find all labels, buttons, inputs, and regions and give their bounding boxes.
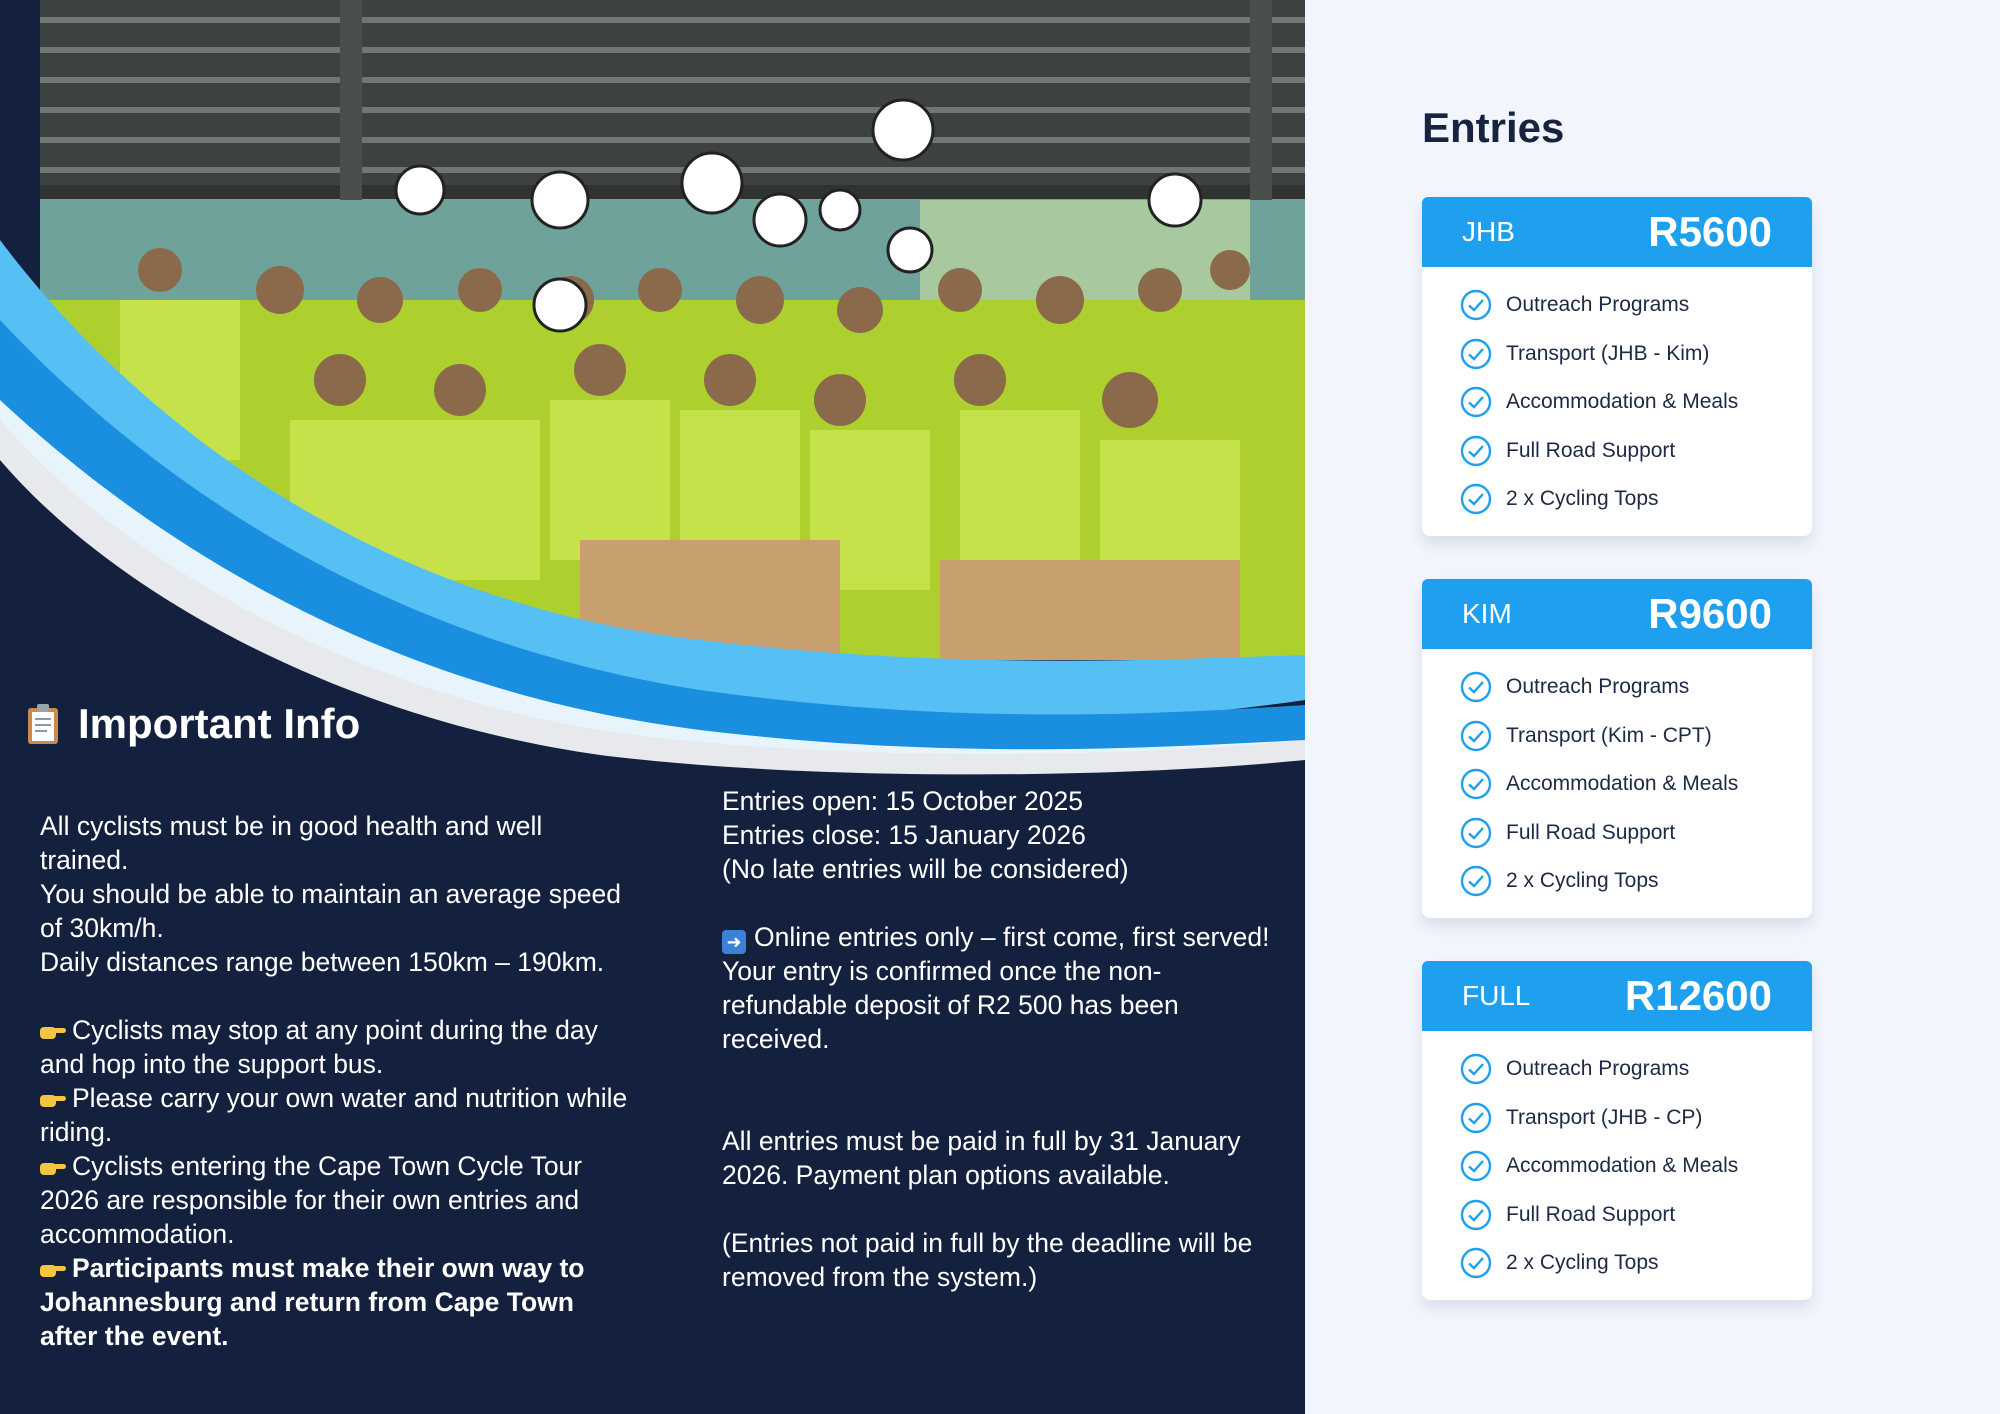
health-text: All cyclists must be in good health and well trained. [40, 811, 543, 875]
check-circle-icon [1460, 1102, 1492, 1134]
entries-close-text: Entries close: 15 January 2026 [722, 820, 1086, 850]
pointing-hand-icon [40, 1260, 66, 1278]
entry-card-kim [1422, 579, 1812, 918]
check-circle-icon [1460, 1199, 1492, 1231]
entry-card-header [1422, 579, 1812, 649]
list-item: 2 x Cycling Tops [1460, 1239, 1812, 1288]
entry-price: R5600 [1648, 208, 1772, 255]
list-item: Cyclists may stop at any point during the day and hop into the support bus. [40, 1015, 598, 1079]
list-item: Accommodation & Meals [1460, 378, 1812, 427]
entry-card-header [1422, 961, 1812, 1031]
important-info-heading [26, 700, 360, 748]
pointing-hand-icon [40, 1022, 66, 1040]
clipboard-icon [26, 703, 60, 745]
check-circle-icon [1460, 817, 1492, 849]
list-item: Full Road Support [1460, 1191, 1812, 1240]
removed-text: (Entries not paid in full by the deadline will be removed from the system.) [722, 1228, 1253, 1292]
check-circle-icon [1460, 1053, 1492, 1085]
info-left-column [40, 809, 630, 1353]
check-circle-icon [1460, 338, 1492, 370]
list-item: Transport (Kim - CPT) [1460, 712, 1812, 761]
entries-title: Entries [1422, 104, 1565, 151]
entry-price: R12600 [1624, 972, 1772, 1019]
list-item: 2 x Cycling Tops [1460, 857, 1812, 906]
entry-price: R9600 [1648, 590, 1772, 637]
distance-text: Daily distances range between 150km – 190km. [40, 947, 605, 977]
check-circle-icon [1460, 768, 1492, 800]
entry-location: JHB [1462, 216, 1515, 247]
list-item: Transport (JHB - CP) [1460, 1094, 1812, 1143]
entry-card-header [1422, 197, 1812, 267]
list-item: Outreach Programs [1460, 663, 1812, 712]
entry-features [1422, 1031, 1812, 1288]
check-circle-icon [1460, 865, 1492, 897]
speed-text: You should be able to maintain an average speed of 30km/h. [40, 879, 621, 943]
list-item: Full Road Support [1460, 427, 1812, 476]
list-item: Transport (JHB - Kim) [1460, 330, 1812, 379]
list-item: Please carry your own water and nutrition while riding. [40, 1083, 628, 1147]
list-item: Accommodation & Meals [1460, 1142, 1812, 1191]
check-circle-icon [1460, 435, 1492, 467]
confirm-text: Your entry is confirmed once the non-refundable deposit of R2 500 has been received. [722, 956, 1179, 1054]
pointing-hand-icon [40, 1090, 66, 1108]
list-item: Participants must make their own way to Johannesburg and return from Cape Town after the event. [40, 1253, 585, 1351]
entry-location: FULL [1462, 980, 1531, 1011]
check-circle-icon [1460, 289, 1492, 321]
list-item: Outreach Programs [1460, 281, 1812, 330]
arrow-right-icon: ➜ [722, 930, 746, 954]
check-circle-icon [1460, 720, 1492, 752]
info-right-column [722, 784, 1282, 1294]
check-circle-icon [1460, 671, 1492, 703]
entry-card-full [1422, 961, 1812, 1300]
check-circle-icon [1460, 386, 1492, 418]
entry-features [1422, 649, 1812, 906]
list-item: Full Road Support [1460, 809, 1812, 858]
check-circle-icon [1460, 483, 1492, 515]
list-item: 2 x Cycling Tops [1460, 475, 1812, 524]
pointing-hand-icon [40, 1158, 66, 1176]
payment-text: All entries must be paid in full by 31 January 2026. Payment plan options available. [722, 1126, 1241, 1190]
entry-features [1422, 267, 1812, 524]
entry-location: KIM [1462, 598, 1512, 629]
check-circle-icon [1460, 1150, 1492, 1182]
check-circle-icon [1460, 1247, 1492, 1279]
important-info-title: Important Info [78, 700, 361, 747]
list-item: Accommodation & Meals [1460, 760, 1812, 809]
late-entries-text: (No late entries will be considered) [722, 854, 1129, 884]
list-item: Cyclists entering the Cape Town Cycle Tour 2026 are responsible for their own entries and accommodation. [40, 1151, 583, 1249]
entry-card-jhb [1422, 197, 1812, 536]
online-entries-text: ➜ Online entries only – first come, first served! [722, 920, 1282, 954]
entries-open-text: Entries open: 15 October 2025 [722, 786, 1083, 816]
list-item: Outreach Programs [1460, 1045, 1812, 1094]
